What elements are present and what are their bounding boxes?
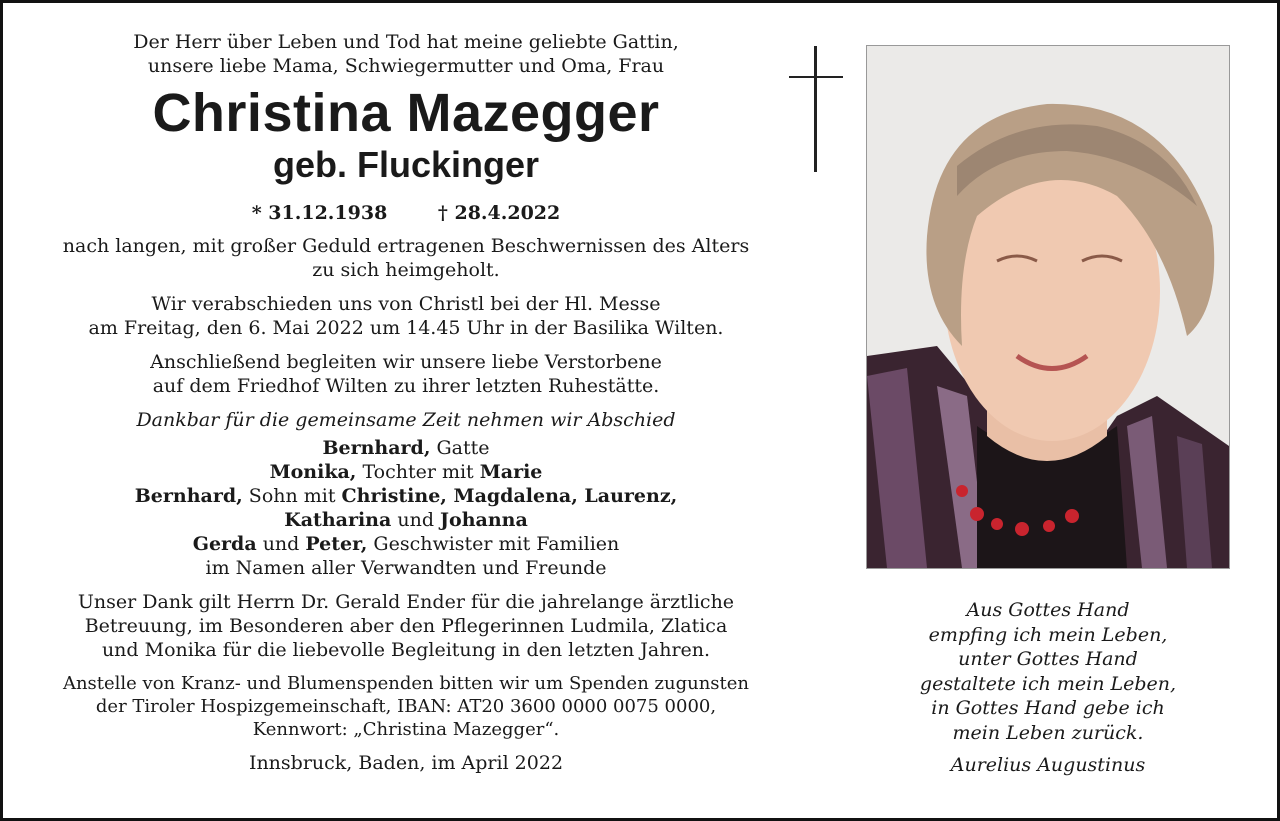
life-dates — [52, 200, 760, 226]
poem-line: gestaltete ich mein Leben, — [919, 672, 1177, 695]
para3-line-2: auf dem Friedhof Wilten zu ihrer letzten Ruhestätte. — [152, 375, 660, 397]
family-name: Johanna — [440, 509, 528, 531]
donation-line-2: der Tiroler Hospizgemeinschaft, IBAN: AT20 3600 0000 0075 0000, — [95, 696, 717, 717]
donation-line-1: Anstelle von Kranz- und Blumenspenden bitten wir um Spenden zugunsten — [62, 673, 750, 694]
family-relation: und — [256, 533, 306, 555]
intro-line-1: Der Herr über Leben und Tod hat meine geliebte Gattin, — [133, 31, 679, 53]
family-relation: Sohn mit — [242, 485, 342, 507]
poem — [866, 598, 1230, 778]
cross-icon — [789, 46, 843, 172]
family-line-5 — [52, 532, 760, 556]
family-name: Monika, — [269, 461, 357, 483]
family-line-6: im Namen aller Verwandten und Freunde — [205, 557, 607, 579]
death-date: † 28.4.2022 — [437, 202, 561, 224]
poem-line: in Gottes Hand gebe ich — [931, 697, 1165, 719]
family-line-4 — [52, 508, 760, 532]
para2-line-2: am Freitag, den 6. Mai 2022 um 14.45 Uhr in der Basilika Wilten. — [88, 317, 724, 339]
para1-line-2: zu sich heimgeholt. — [312, 259, 500, 281]
poem-line: mein Leben zurück. — [952, 721, 1144, 744]
notice-text-column — [52, 30, 760, 775]
family-line-1 — [52, 436, 760, 460]
para1-line-1: nach langen, mit großer Geduld ertragenen Beschwernissen des Alters — [62, 235, 750, 257]
donation-line-3: Kennwort: „Christina Mazegger“. — [252, 719, 560, 740]
para2-line-1: Wir verabschieden uns von Christl bei der Hl. Messe — [151, 293, 661, 315]
poem-line: Aus Gottes Hand — [966, 599, 1130, 621]
farewell-line: Dankbar für die gemeinsame Zeit nehmen wir Abschied — [136, 409, 676, 431]
family-relation: und — [391, 509, 441, 531]
thanks-line-3: und Monika für die liebevolle Begleitung in den letzten Jahren. — [101, 639, 711, 661]
family-name: Bernhard, — [322, 437, 431, 459]
thanks-line-2: Betreuung, im Besonderen aber den Pflegerinnen Ludmila, Zlatica — [84, 615, 728, 637]
poem-line: empfing ich mein Leben, — [928, 623, 1168, 646]
maiden-name: geb. Fluckinger — [272, 144, 540, 185]
family-name: Katharina — [284, 509, 392, 531]
family-name: Marie — [479, 461, 543, 483]
family-relation: Geschwister mit Familien — [367, 533, 620, 555]
family-line-3 — [52, 484, 760, 508]
intro-line-2: unsere liebe Mama, Schwiegermutter und Oma, Frau — [147, 55, 665, 77]
thanks-line-1: Unser Dank gilt Herrn Dr. Gerald Ender für die jahrelange ärztliche — [77, 591, 735, 613]
family-name: Gerda — [192, 533, 257, 555]
poem-author: Aurelius Augustinus — [950, 754, 1146, 776]
place-date: Innsbruck, Baden, im April 2022 — [248, 752, 564, 774]
birth-date: * 31.12.1938 — [251, 202, 388, 224]
family-name: Christine, Magdalena, Laurenz, — [341, 485, 678, 507]
deceased-name: Christina Mazegger — [152, 83, 660, 143]
family-name: Bernhard, — [134, 485, 243, 507]
family-name: Peter, — [305, 533, 368, 555]
family-relation: Tochter mit — [356, 461, 480, 483]
family-line-2 — [52, 460, 760, 484]
poem-line: unter Gottes Hand — [958, 648, 1138, 670]
portrait-photo — [866, 45, 1230, 569]
para3-line-1: Anschließend begleiten wir unsere liebe Verstorbene — [150, 351, 662, 373]
family-relation: Gatte — [430, 437, 490, 459]
